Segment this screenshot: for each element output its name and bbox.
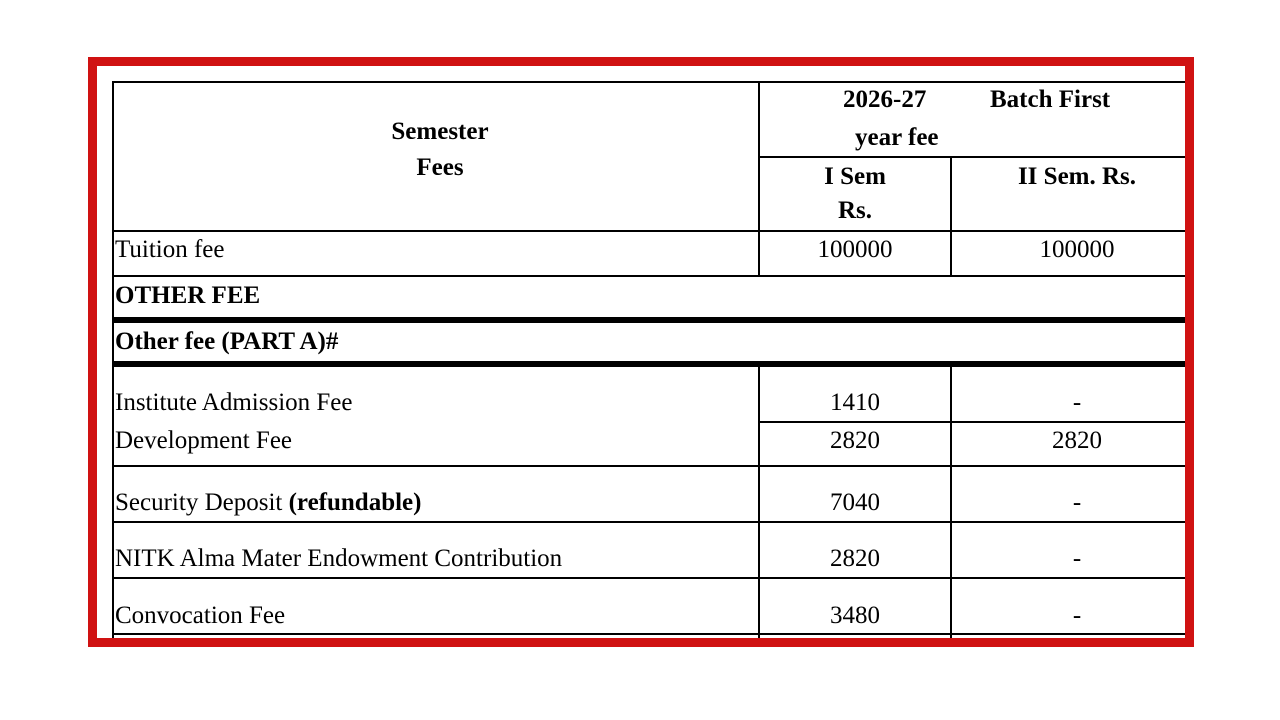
row-label: Convocation Fee [115,602,286,629]
row-sem2: - [1072,389,1082,416]
row-divider [112,633,1194,635]
fees-header: Fees [416,154,464,181]
row-sem2: 2820 [1052,427,1102,454]
table-left-border [112,361,114,647]
row-sem1: 3480 [830,602,880,629]
row-sem1: 2820 [830,545,880,572]
row-divider [112,521,1194,523]
sem1-rs-header: Rs. [837,197,873,224]
fee-table [105,74,1194,647]
table-left-border [112,317,114,367]
table-left-border [112,81,114,276]
row-label: Institute Admission Fee [115,389,353,416]
section-divider-thick [112,361,1194,367]
other-fee-heading: OTHER FEE [115,282,261,309]
row-sem2: - [1072,602,1082,629]
row-sem2: - [1072,545,1082,572]
refundable-note: (refundable) [288,489,422,516]
row-sem1: 7040 [830,489,880,516]
row-divider [112,275,1194,277]
row-sem2: - [1072,489,1082,516]
row-label: NITK Alma Mater Endowment Contribution [115,545,563,572]
sem2-header: II Sem. Rs. [1017,163,1137,190]
header-divider [758,156,1194,158]
semester-header: Semester [391,118,489,145]
row-divider [112,577,1194,579]
highlight-frame [88,57,1194,647]
tuition-label: Tuition fee [115,236,225,263]
sem1-header: I Sem [824,163,886,190]
row-label: Development Fee [115,427,293,454]
tuition-sem1: 100000 [817,236,893,263]
year-fee-header: year fee [855,124,939,151]
security-deposit-label: Security Deposit [115,489,289,516]
table-top-border [112,81,1194,83]
row-label [115,487,421,519]
row-sem1: 1410 [830,389,880,416]
row-divider [758,421,1194,423]
row-divider [112,465,1194,467]
tuition-sem2: 100000 [1039,236,1115,263]
batch-first-header: Batch First [990,86,1111,113]
year-header: 2026-27 [843,86,927,113]
header-bottom-border [112,230,1194,232]
row-sem1: 2820 [830,427,880,454]
table-left-border [112,275,114,319]
section-divider-thick [112,317,1194,323]
part-a-heading: Other fee (PART A)# [115,328,339,355]
